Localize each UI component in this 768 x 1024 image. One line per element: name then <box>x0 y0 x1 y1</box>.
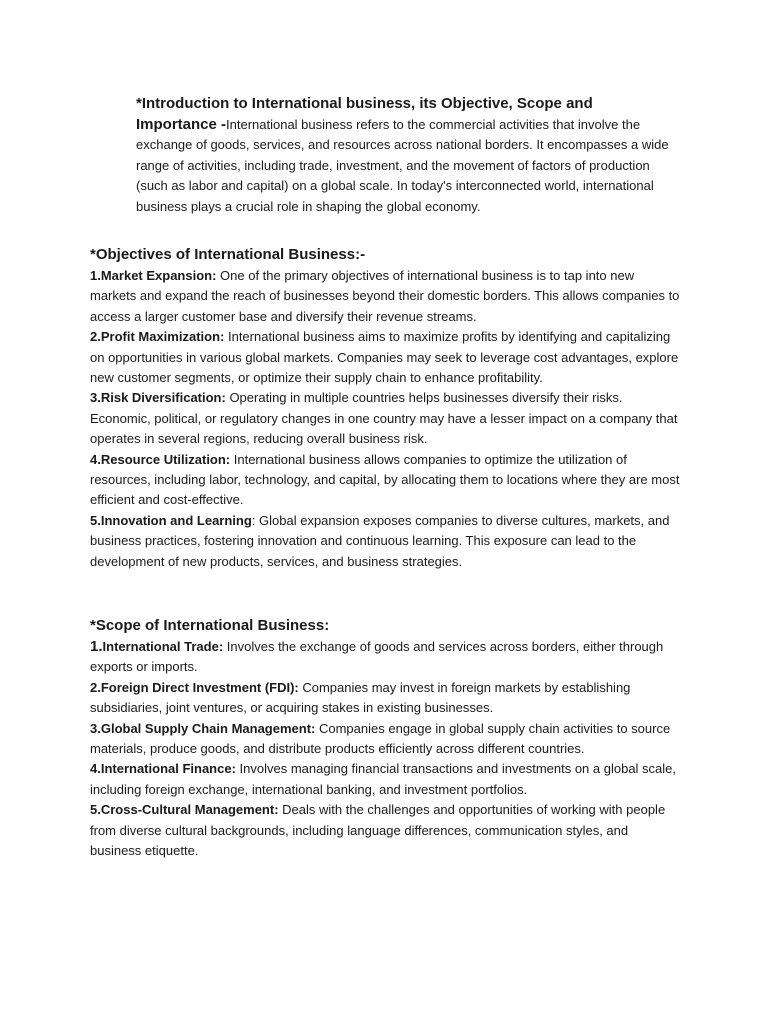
scope-item <box>90 637 680 678</box>
scope-label: 5.Cross-Cultural Management: <box>90 802 279 818</box>
objective-label: 1.Market Expansion: <box>90 268 217 283</box>
scope-label: 3.Global Supply Chain Management: <box>90 720 316 736</box>
scope-text: Involves managing financial transactions and investments on a global scale, including foreign exchange, international banking, and investment portfolios. <box>90 761 677 797</box>
objective-text: One of the primary objectives of international business is to tap into new markets and expand the reach of businesses beyond their domestic borders. This allows companies to access a larger customer base and diversify their revenue streams. <box>90 268 680 324</box>
objectives-section <box>90 244 680 572</box>
objective-label: 3.Risk Diversification: <box>90 390 226 406</box>
objective-text: : Global expansion exposes companies to diverse cultures, markets, and business practices, fostering innovation and continuous learning. This exposure can lead to the development of new products, services, and business strategies. <box>90 512 670 569</box>
scope-label: 2.Foreign Direct Investment (FDI): <box>90 679 299 695</box>
scope-number: 1. <box>90 638 103 655</box>
scope-item <box>90 719 680 760</box>
scope-text: Deals with the challenges and opportunities of working with people from diverse cultural backgrounds, including language differences, communication styles, and business etiquette. <box>90 802 666 859</box>
objective-item <box>90 450 680 511</box>
scope-text: Companies engage in global supply chain activities to source materials, produce goods, and distribute products efficiently across different countries. <box>90 720 671 757</box>
objective-text: International business aims to maximize profits by identifying and capitalizing on opportunities in various global markets. Companies may seek to leverage cost advantages, explore new customer segments, or optimize their supply chain to enhance profitability. <box>90 329 679 386</box>
objective-text: International business allows companies to optimize the utilization of resources, including labor, technology, and capital, by allocating them to locations where they are most efficient and cost-effective. <box>90 451 680 508</box>
scope-item <box>90 800 680 861</box>
objective-label: 5.Innovation and Learning <box>90 512 252 528</box>
scope-section <box>90 615 680 861</box>
intro-section <box>136 94 684 217</box>
intro-paragraph <box>136 115 684 218</box>
scope-text: Involves the exchange of goods and services across borders, either through exports or imports. <box>90 639 664 675</box>
objective-item <box>90 266 680 327</box>
objective-text: Operating in multiple countries helps businesses diversify their risks. Economic, political, or regulatory changes in one country may have a lesser impact on a company that operates in several regions, reducing overall business risk. <box>90 390 678 447</box>
objective-item <box>90 511 680 572</box>
scope-text: Companies may invest in foreign markets by establishing subsidiaries, joint ventures, or acquiring stakes in existing businesses. <box>90 679 631 716</box>
objectives-heading: *Objectives of International Business:- <box>90 246 366 263</box>
scope-heading: *Scope of International Business: <box>90 617 330 634</box>
intro-title-continuation: Importance - <box>136 115 227 133</box>
intro-text: International business refers to the commercial activities that involve the exchange of goods, services, and resources across national borders. It encompasses a wide range of activities, including trade, investment, and the movement of factors of production (such as labor and capital) on a global scale. In today's interconnected world, international business plays a crucial role in shaping the global economy. <box>136 116 669 214</box>
objective-item <box>90 327 680 388</box>
scope-label: International Trade: <box>102 639 224 654</box>
intro-title: *Introduction to International business, its Objective, Scope and <box>136 95 593 112</box>
objective-label: 4.Resource Utilization: <box>90 451 231 467</box>
scope-item <box>90 678 680 719</box>
objective-label: 2.Profit Maximization: <box>90 329 225 345</box>
scope-item <box>90 759 680 800</box>
scope-label: 4.International Finance: <box>90 761 236 777</box>
objective-item <box>90 388 680 449</box>
